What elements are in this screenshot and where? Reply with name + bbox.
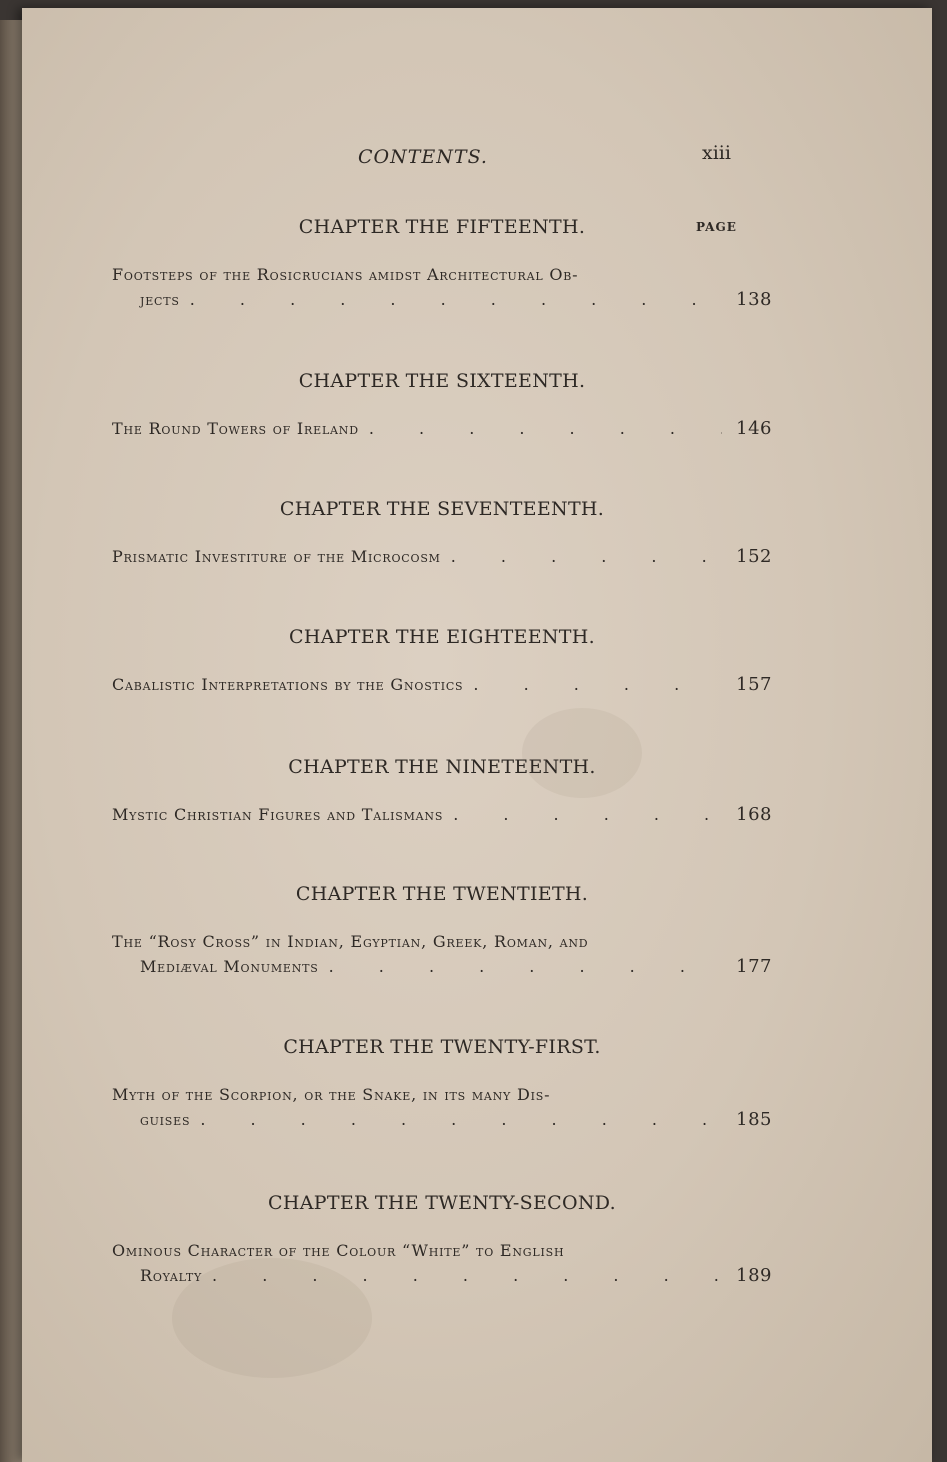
chapter-heading: CHAPTER THE FIFTEENTH.	[298, 216, 586, 238]
entry-text: Mediæval Monuments	[140, 957, 319, 976]
entry-text: The “Rosy Cross” in Indian, Egyptian, Greek, Roman, and	[112, 932, 589, 951]
entry-text: The Round Towers of Ireland	[112, 419, 359, 438]
chapter-heading: CHAPTER THE TWENTY-SECOND.	[268, 1192, 616, 1214]
entry-page-number: 168	[736, 804, 772, 825]
dot-leader	[369, 416, 722, 441]
toc-entry	[112, 416, 772, 441]
chapter-block	[112, 756, 772, 827]
dot-leader	[451, 544, 722, 569]
entry-page-number: 157	[736, 674, 772, 695]
page-number-folio: xiii	[702, 142, 731, 164]
entry-page-number: 185	[736, 1109, 772, 1130]
toc-entry	[112, 929, 772, 979]
chapter-heading: CHAPTER THE TWENTIETH.	[295, 883, 589, 905]
toc-entry	[112, 802, 772, 827]
chapter-heading: CHAPTER THE SIXTEENTH.	[298, 370, 586, 392]
running-title: CONTENTS.	[358, 146, 488, 168]
entry-text: Mystic Christian Figures and Talismans	[112, 805, 444, 824]
entry-page-number: 146	[736, 418, 772, 439]
entry-text: Myth of the Scorpion, or the Snake, in its many Dis-	[112, 1085, 551, 1104]
chapter-block	[112, 1192, 772, 1288]
entry-page-number: 152	[736, 546, 772, 567]
chapter-heading: CHAPTER THE NINETEENTH.	[288, 756, 596, 778]
book-page	[22, 8, 932, 1462]
entry-text: guises	[140, 1110, 191, 1129]
chapter-block	[112, 370, 772, 441]
toc-entry	[112, 262, 772, 312]
entry-text: jects	[140, 290, 180, 309]
entry-text: Footsteps of the Rosicrucians amidst Architectural Ob-	[112, 265, 579, 284]
entry-text: Cabalistic Interpretations by the Gnostics	[112, 675, 464, 694]
chapter-heading: CHAPTER THE EIGHTEENTH.	[289, 626, 595, 648]
dot-leader	[453, 802, 722, 827]
chapter-block	[112, 216, 772, 312]
entry-page-number: 189	[736, 1265, 772, 1286]
chapter-heading: CHAPTER THE SEVENTEENTH.	[279, 498, 605, 520]
entry-text: Ominous Character of the Colour “White” to English	[112, 1241, 565, 1260]
toc-entry	[112, 544, 772, 569]
toc-entry	[112, 672, 772, 697]
chapter-block	[112, 498, 772, 569]
entry-text: Prismatic Investiture of the Microcosm	[112, 547, 441, 566]
chapter-block	[112, 1036, 772, 1132]
chapter-block	[112, 626, 772, 697]
page-header	[22, 142, 932, 176]
page-column-label: PAGE	[696, 220, 737, 234]
dot-leader	[329, 954, 722, 979]
dot-leader	[190, 287, 722, 312]
toc-entry	[112, 1082, 772, 1132]
entry-page-number: 177	[736, 956, 772, 977]
dot-leader	[200, 1107, 722, 1132]
entry-page-number: 138	[736, 289, 772, 310]
chapter-heading: CHAPTER THE TWENTY-FIRST.	[283, 1036, 601, 1058]
entry-text: Royalty	[140, 1266, 203, 1285]
dot-leader	[473, 672, 722, 697]
dot-leader	[212, 1263, 722, 1288]
toc-entry	[112, 1238, 772, 1288]
chapter-block	[112, 883, 772, 979]
